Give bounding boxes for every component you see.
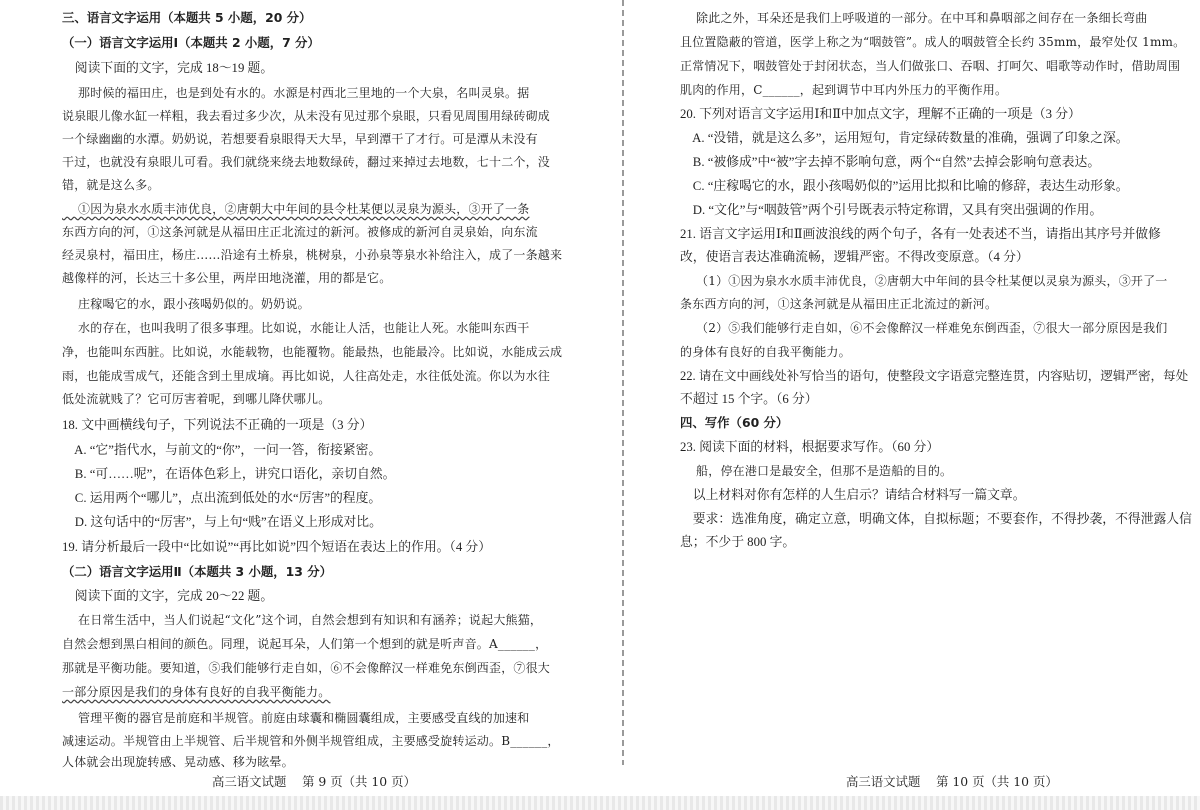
left-page	[62, 0, 582, 810]
subsection-heading-1: （一）语言文字运用Ⅰ（本题共 2 小题，7 分）	[62, 35, 320, 50]
passage-line: 越像样的河，长达三十多公里，两岸田地浇灌，用的都是它。	[62, 271, 392, 285]
wavy-underlined-sentence-1b: 东西方向的河，①这条河就是从福田庄正北流过的新河。被修成的新河自灵泉始，向东流	[62, 225, 538, 239]
question-18-option-a: A. “它”指代水，与前文的“你”，一问一答，衔接紧密。	[62, 443, 382, 457]
page-footer-left: 高三语文试题 第 9 页（共 10 页）	[212, 774, 416, 789]
page-footer-right: 高三语文试题 第 10 页（共 10 页）	[846, 774, 1058, 789]
passage-line-blank-a: 自然会想到黑白相间的颜色。同理，说起耳朵，人们第一个想到的就是听声音。A______，	[62, 637, 548, 651]
question-21-sentence-2-cont: 的身体有良好的自我平衡能力。	[680, 345, 851, 359]
wavy-underlined-sentence-1a: ①因为泉水水质丰沛优良，②唐朝大中年间的县令杜某便以灵泉为源头，③开了一条	[62, 202, 530, 216]
question-19-stem: 19. 请分析最后一段中“比如说”“再比如说”四个短语在表达上的作用。（4 分）	[62, 540, 492, 554]
question-23-stem: 23. 阅读下面的材料，根据要求写作。（60 分）	[680, 440, 940, 454]
reading-instruction-20-22: 阅读下面的文字，完成 20～22 题。	[62, 589, 274, 603]
passage-line: 管理平衡的器官是前庭和半规管。前庭由球囊和椭圆囊组成，主要感受直线的加速和	[62, 711, 530, 725]
passage-line: 人体就会出现旋转感、晃动感、移为眩晕。	[62, 755, 294, 769]
passage-line-quote: 庄稼喝它的水，跟小孩喝奶似的。奶奶说。	[62, 297, 310, 311]
passage-line: 净，也能叫东西脏。比如说，水能载物，也能覆物。能最热，也能最冷。比如说，水能成云成	[62, 345, 563, 359]
passage-line: 那时候的福田庄，也是到处有水的。水源是村西北三里地的一个大泉，名叫灵泉。据	[62, 86, 530, 100]
underlined-sentence-q18: 低处流就贱了？它可厉害着呢，到哪儿降伏哪儿。	[62, 392, 331, 406]
scan-edge	[0, 796, 1200, 810]
passage-line: 除此之外，耳朵还是我们上呼吸道的一部分。在中耳和鼻咽部之间存在一条细长弯曲	[680, 11, 1148, 25]
question-20-option-b: B. “被修成”中“被”字去掉不影响句意，两个“自然”去掉会影响句意表达。	[680, 155, 1101, 169]
section-heading-writing: 四、写作（60 分）	[680, 415, 789, 430]
writing-material: 船，停在港口是最安全，但那不是造船的目的。	[680, 464, 953, 478]
reading-instruction-18-19: 阅读下面的文字，完成 18～19 题。	[62, 61, 274, 75]
passage-line: 说泉眼儿像水缸一样粗，我去看过多少次，从未没有见过那个泉眼，只看见周围用绿砖砌成	[62, 109, 551, 123]
question-21-stem: 21. 语言文字运用Ⅰ和Ⅱ画波浪线的两个句子，各有一处表述不当，请指出其序号并做修	[680, 227, 1161, 241]
passage-line: 正常情况下，咽鼓管处于封闭状态，当人们做张口、吞咽、打呵欠、唱歌等动作时，借助周围	[680, 59, 1181, 73]
passage-line: 错，就是这么多。	[62, 178, 160, 192]
passage-line: 且位置隐蔽的管道，医学上称之为“咽鼓管”。成人的咽鼓管全长约 35mm，最窄处仅 1mm。	[680, 35, 1186, 49]
wavy-underlined-sentence-2b: 一部分原因是我们的身体有良好的自我平衡能力。	[62, 685, 331, 699]
question-20-stem: 20. 下列对语言文字运用Ⅰ和Ⅱ中加点文字，理解不正确的一项是（3 分）	[680, 107, 1081, 121]
question-22-stem: 22. 请在文中画线处补写恰当的语句，使整段文字语意完整连贯，内容贴切，逻辑严密，每处	[680, 369, 1189, 383]
question-21-sentence-1: （1）①因为泉水水质丰沛优良，②唐朝大中年间的县令杜某便以灵泉为源头，③开了一	[680, 274, 1168, 288]
question-18-stem: 18. 文中画横线句子，下列说法不正确的一项是（3 分）	[62, 418, 373, 432]
passage-line: 在日常生活中，当人们说起“文化”这个词，自然会想到有知识和有涵养；说起大熊猫，	[62, 613, 543, 627]
passage-line-blank-c: 肌肉的作用，C______，起到调节中耳内外压力的平衡作用。	[680, 83, 1008, 97]
writing-prompt: 以上材料对你有怎样的人生启示？请结合材料写一篇文章。	[680, 488, 1026, 502]
page-divider	[622, 0, 624, 765]
writing-requirements: 要求：选准角度，确定立意，明确文体，自拟标题；不要套作，不得抄袭，不得泄露人信	[680, 512, 1192, 526]
subsection-heading-2: （二）语言文字运用Ⅱ（本题共 3 小题，13 分）	[62, 564, 332, 579]
question-20-option-c: C. “庄稼喝它的水，跟小孩喝奶似的”运用比拟和比喻的修辞，表达生动形象。	[680, 179, 1129, 193]
passage-line: 经灵泉村，福田庄，杨庄……沿途有土桥泉，桃树泉，小孙泉等泉水补给注入，成了一条越来	[62, 248, 563, 262]
passage-line: 一个绿幽幽的水潭。奶奶说，若想要看泉眼得天大旱，早到潭干了才行。可是潭从未没有	[62, 132, 538, 146]
writing-requirements-cont: 息；不少于 800 字。	[680, 535, 796, 549]
question-18-option-c: C. 运用两个“哪儿”，点出流到低处的水“厉害”的程度。	[62, 491, 382, 505]
section-heading-language-use: 三、语言文字运用（本题共 5 小题，20 分）	[62, 10, 312, 25]
question-18-option-b: B. “可……呢”，在语体色彩上，讲究口语化，亲切自然。	[62, 467, 396, 481]
passage-line: 雨，也能成雪成气，还能含到土里成墒。再比如说，人往高处走，水往低处流。你以为水往	[62, 369, 551, 383]
passage-line-blank-b: 减速运动。半规管由上半规管、后半规管和外侧半规管组成，主要感受旋转运动。B______，	[62, 734, 560, 748]
question-20-option-a: A. “没错，就是这么多”，运用短句，肯定绿砖数量的准确，强调了印象之深。	[680, 131, 1129, 145]
question-21-sentence-2: （2）⑤我们能够行走自如，⑥不会像醉汉一样难免东倒西歪，⑦很大一部分原因是我们	[680, 321, 1168, 335]
wavy-underlined-sentence-2a: 那就是平衡功能。要知道，⑤我们能够行走自如，⑥不会像醉汉一样难免东倒西歪，⑦很大	[62, 661, 551, 675]
passage-line: 水的存在，也叫我明了很多事理。比如说，水能让人活，也能让人死。水能叫东西干	[62, 321, 530, 335]
right-page	[680, 0, 1200, 810]
question-22-stem-cont: 不超过 15 个字。（6 分）	[680, 392, 818, 406]
question-18-option-d: D. 这句话中的“厉害”，与上句“贱”在语义上形成对比。	[62, 515, 382, 529]
question-21-stem-cont: 改，使语言表达准确流畅，逻辑严密。不得改变原意。（4 分）	[680, 250, 1029, 264]
question-20-option-d: D. “文化”与“咽鼓管”两个引号既表示特定称谓，又具有突出强调的作用。	[680, 203, 1103, 217]
question-21-sentence-1-cont: 条东西方向的河，①这条河就是从福田庄正北流过的新河。	[680, 297, 998, 311]
passage-line: 干过，也就没有泉眼儿可看。我们就绕来绕去地数绿砖，翻过来掉过去地数，七十二个，没	[62, 155, 551, 169]
